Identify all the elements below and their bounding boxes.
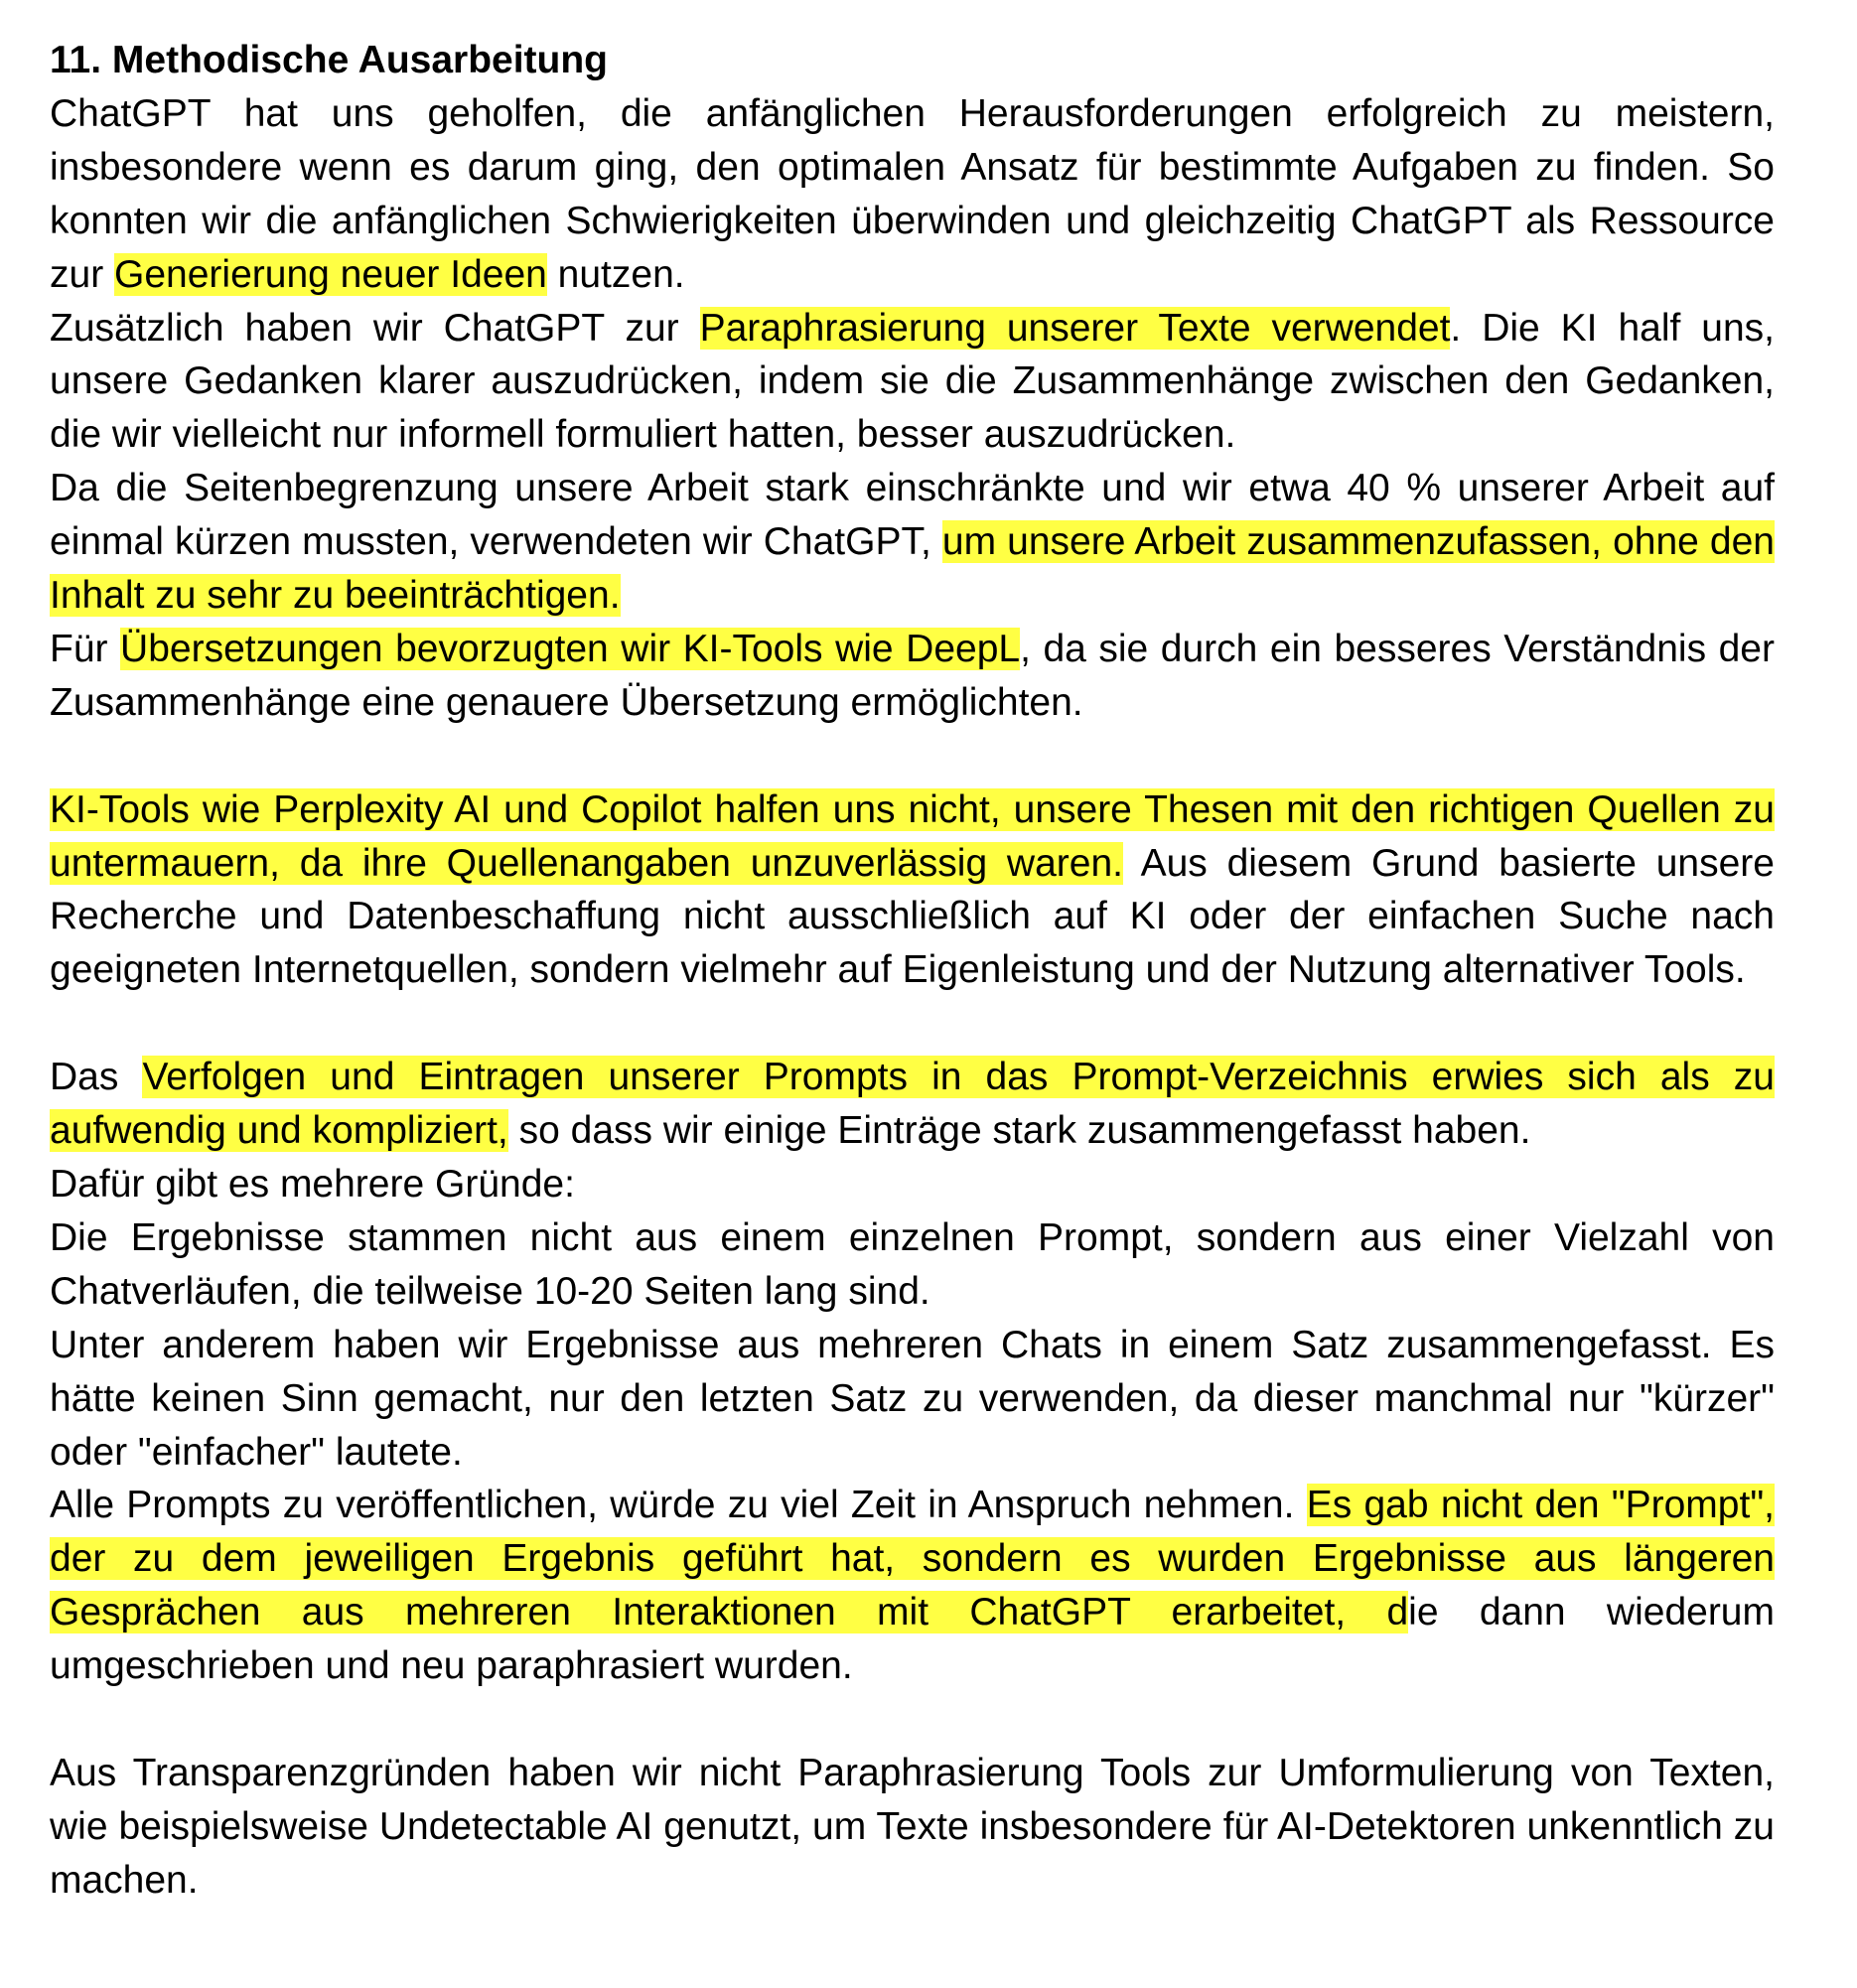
text-segment: Da die Seitenbegrenzung unsere Arbeit stark einschränkte und wir etwa 40 % unserer Arbeit auf einmal kürzen mussten, verwendeten wir ChatGPT, xyxy=(50,467,1775,564)
text-segment: , da sie durch ein besseres Verständnis der Zusammenhänge eine genauere Übersetzung ermöglichten. xyxy=(50,627,1775,724)
highlighted-text: Verfolgen und Eintragen unserer Prompts in das Prompt-Verzeichnis erwies sich als zu aufwendig und kompliziert, xyxy=(50,1056,1775,1153)
text-segment: Für xyxy=(50,627,121,670)
text-segment: Alle Prompts zu veröffentlichen, würde zu viel Zeit in Anspruch nehmen. xyxy=(50,1484,1307,1527)
paragraph xyxy=(50,1747,1775,1908)
section-heading: 11. Methodische Ausarbeitung xyxy=(50,39,608,81)
paragraph xyxy=(50,783,1775,998)
highlighted-text: Übersetzungen bevorzugten wir KI-Tools wie DeepL xyxy=(120,627,1021,670)
highlighted-text: Es gab nicht den "Prompt", der zu dem jeweiligen Ergebnis geführt hat, sondern es wurden Ergebnisse aus längeren Gesprächen aus mehreren Interaktionen mit ChatGPT erarbeitet, d xyxy=(50,1484,1776,1634)
text-segment: Zusätzlich haben wir ChatGPT zur xyxy=(50,306,700,350)
text-segment: ChatGPT hat uns geholfen, die anfänglichen Herausforderungen erfolgreich zu meistern, insbesondere wenn es darum ging, den optimalen Ansatz für bestimmte Aufgaben zu finden. So konnten wir die anfänglichen Schwierigkeiten überwinden und gleichzeitig ChatGPT als Ressource zur xyxy=(50,91,1775,296)
text-segment: Unter anderem haben wir Ergebnisse aus mehreren Chats in einem Satz zusammengefasst. Es hätte keinen Sinn gemacht, nur den letzten Satz zu verwenden, da dieser manchmal nur "kürzer" oder "einfacher" lautete. xyxy=(50,1323,1775,1474)
paragraph xyxy=(50,87,1775,302)
paragraph xyxy=(50,1158,1775,1211)
document-body xyxy=(50,34,1775,1908)
paragraph-gap xyxy=(50,997,1775,1051)
text-segment: ie dann wiederum umgeschrieben und neu paraphrasiert wurden. xyxy=(50,1591,1775,1688)
text-segment: Die Ergebnisse stammen nicht aus einem einzelnen Prompt, sondern aus einer Vielzahl von Chatverläufen, die teilweise 10-20 Seiten lang sind. xyxy=(50,1215,1775,1313)
paragraph xyxy=(50,1211,1775,1319)
paragraph xyxy=(50,1051,1775,1158)
text-segment: Das xyxy=(50,1056,143,1099)
paragraph-gap xyxy=(50,1693,1775,1747)
paragraph-gap xyxy=(50,730,1775,783)
highlighted-text: Paraphrasierung unserer Texte verwendet xyxy=(699,306,1451,350)
paragraph xyxy=(50,462,1775,623)
highlighted-text: KI-Tools wie Perplexity AI und Copilot halfen uns nicht, unsere Thesen mit den richtigen Quellen zu untermauern, da ihre Quellenangaben unzuverlässig waren. xyxy=(50,787,1775,885)
text-segment: Aus Transparenzgründen haben wir nicht Paraphrasierung Tools zur Umformulierung von Texten, wie beispielsweise Undetectable AI genutzt, um Texte insbesondere für AI-Detektoren unkenntlich zu machen. xyxy=(50,1751,1775,1902)
text-segment: so dass wir einige Einträge stark zusammengefasst haben. xyxy=(507,1109,1531,1153)
text-segment: nutzen. xyxy=(546,252,685,296)
paragraph xyxy=(50,623,1775,730)
text-segment: Aus diesem Grund basierte unsere Recherche und Datenbeschaffung nicht ausschließlich auf KI oder der einfachen Suche nach geeigneten Internetquellen, sondern vielmehr auf Eigenleistung und der Nutzung alternativer Tools. xyxy=(50,841,1775,992)
paragraph-list xyxy=(50,87,1775,1908)
highlighted-text: um unsere Arbeit zusammenzufassen, ohne den Inhalt zu sehr zu beeinträchtigen. xyxy=(50,520,1775,618)
text-segment: Dafür gibt es mehrere Gründe: xyxy=(50,1163,575,1206)
paragraph xyxy=(50,1319,1775,1480)
text-segment: . Die KI half uns, unsere Gedanken klarer auszudrücken, indem sie die Zusammenhänge zwischen den Gedanken, die wir vielleicht nur informell formuliert hatten, besser auszudrücken. xyxy=(50,306,1775,457)
paragraph xyxy=(50,302,1775,463)
highlighted-text: Generierung neuer Ideen xyxy=(114,252,547,296)
paragraph xyxy=(50,1479,1775,1693)
